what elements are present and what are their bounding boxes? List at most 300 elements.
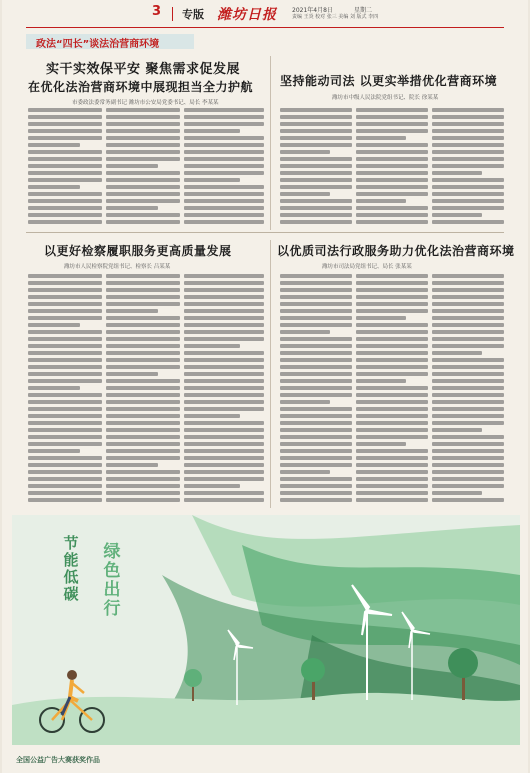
text-line	[280, 136, 352, 140]
text-line	[432, 192, 504, 196]
text-line	[432, 428, 482, 432]
text-line	[106, 309, 158, 313]
text-line	[356, 407, 428, 411]
article-1-body-col3	[184, 108, 264, 227]
text-line	[184, 206, 264, 210]
text-line	[432, 274, 504, 278]
text-line	[280, 400, 330, 404]
article-2-body-col1	[280, 108, 352, 227]
text-line	[106, 108, 180, 112]
text-line	[106, 470, 180, 474]
text-line	[432, 136, 504, 140]
text-line	[356, 386, 428, 390]
text-line	[432, 171, 482, 175]
text-line	[432, 498, 504, 502]
text-line	[280, 435, 352, 439]
text-line	[106, 220, 180, 224]
text-line	[280, 407, 352, 411]
text-line	[184, 129, 240, 133]
text-line	[106, 463, 158, 467]
text-line	[356, 456, 428, 460]
column-divider-lower	[270, 240, 271, 508]
text-line	[432, 185, 504, 189]
article-3-body-col1	[28, 274, 102, 505]
text-line	[184, 428, 264, 432]
text-line	[106, 428, 180, 432]
text-line	[106, 288, 180, 292]
text-line	[106, 213, 180, 217]
text-line	[28, 288, 102, 292]
text-line	[356, 115, 428, 119]
text-line	[432, 463, 504, 467]
text-line	[184, 456, 264, 460]
text-line	[28, 337, 102, 341]
column-banner	[26, 34, 194, 49]
text-line	[356, 274, 428, 278]
text-line	[106, 407, 180, 411]
text-line	[356, 351, 428, 355]
text-line	[28, 220, 102, 224]
text-line	[28, 449, 80, 453]
text-line	[28, 407, 102, 411]
text-line	[106, 171, 180, 175]
text-line	[28, 372, 102, 376]
text-line	[106, 435, 180, 439]
ad-credit: 全国公益广告大赛获奖作品	[16, 756, 100, 764]
text-line	[356, 143, 428, 147]
text-line	[106, 185, 180, 189]
text-line	[432, 129, 504, 133]
text-line	[106, 393, 180, 397]
text-line	[28, 281, 102, 285]
text-line	[356, 323, 428, 327]
text-line	[356, 442, 406, 446]
text-line	[106, 400, 180, 404]
text-line	[28, 456, 102, 460]
newspaper-page	[2, 0, 528, 773]
ground-shape	[12, 693, 520, 745]
text-line	[432, 442, 504, 446]
text-line	[356, 400, 428, 404]
text-line	[432, 484, 504, 488]
text-line	[28, 164, 102, 168]
text-line	[184, 171, 264, 175]
article-3-headline: 以更好检察履职服务更高质量发展	[44, 244, 232, 258]
article-4-body-col2	[356, 274, 428, 505]
column-banner-label: 政法“四长”谈法治营商环境	[36, 39, 160, 50]
text-line	[432, 407, 504, 411]
text-line	[28, 115, 102, 119]
paper-logo: 潍坊日报	[217, 7, 277, 23]
text-line	[280, 484, 352, 488]
text-line	[28, 351, 102, 355]
text-line	[280, 302, 352, 306]
text-line	[432, 150, 504, 154]
text-line	[184, 400, 264, 404]
article-1-body-col2	[106, 108, 180, 227]
text-line	[106, 143, 180, 147]
text-line	[280, 150, 330, 154]
text-line	[280, 344, 352, 348]
text-line	[106, 386, 180, 390]
text-line	[280, 358, 352, 362]
text-line	[28, 136, 102, 140]
text-line	[280, 491, 352, 495]
text-line	[356, 484, 428, 488]
text-line	[184, 463, 264, 467]
text-line	[28, 143, 80, 147]
article-2-body-col3	[432, 108, 504, 227]
text-line	[184, 421, 264, 425]
masthead-separator	[172, 7, 173, 21]
text-line	[28, 192, 102, 196]
text-line	[432, 323, 504, 327]
text-line	[28, 199, 102, 203]
text-line	[432, 115, 504, 119]
masthead	[2, 4, 528, 26]
text-line	[432, 386, 504, 390]
text-line	[28, 484, 102, 488]
text-line	[184, 372, 264, 376]
text-line	[184, 281, 264, 285]
text-line	[356, 171, 428, 175]
text-line	[184, 435, 264, 439]
masthead-rule	[26, 27, 504, 28]
text-line	[280, 192, 330, 196]
text-line	[280, 178, 352, 182]
text-line	[106, 442, 180, 446]
text-line	[106, 150, 180, 154]
text-line	[28, 358, 102, 362]
text-line	[432, 330, 504, 334]
text-line	[28, 295, 102, 299]
text-line	[106, 344, 180, 348]
text-line	[106, 477, 180, 481]
text-line	[28, 435, 102, 439]
text-line	[432, 295, 504, 299]
text-line	[280, 295, 352, 299]
text-line	[356, 136, 406, 140]
text-line	[106, 206, 158, 210]
text-line	[28, 330, 102, 334]
text-line	[184, 365, 264, 369]
text-line	[28, 129, 102, 133]
text-line	[432, 379, 504, 383]
text-line	[356, 206, 428, 210]
text-line	[432, 337, 504, 341]
text-line	[184, 470, 264, 474]
text-line	[280, 288, 352, 292]
text-line	[432, 122, 504, 126]
text-line	[28, 213, 102, 217]
text-line	[184, 351, 264, 355]
text-line	[356, 288, 428, 292]
text-line	[280, 108, 352, 112]
text-line	[28, 157, 102, 161]
text-line	[184, 185, 264, 189]
article-3-body-col2	[106, 274, 180, 505]
text-line	[432, 206, 504, 210]
text-line	[280, 274, 352, 278]
text-line	[432, 281, 504, 285]
text-line	[356, 421, 428, 425]
text-line	[280, 393, 352, 397]
ad-illustration	[12, 515, 520, 745]
text-line	[184, 337, 264, 341]
article-3-byline: 潍坊市人民检察院党组书记、检察长 吕某某	[64, 264, 171, 270]
text-line	[280, 213, 352, 217]
text-line	[432, 316, 504, 320]
text-line	[356, 365, 428, 369]
text-line	[28, 470, 102, 474]
text-line	[280, 206, 352, 210]
public-service-ad	[12, 515, 520, 745]
text-line	[356, 316, 406, 320]
article-4-body-col3	[432, 274, 504, 505]
text-line	[356, 470, 428, 474]
text-line	[28, 150, 102, 154]
text-line	[184, 288, 264, 292]
text-line	[432, 393, 504, 397]
text-line	[184, 192, 264, 196]
text-line	[280, 365, 352, 369]
text-line	[28, 442, 102, 446]
text-line	[184, 115, 264, 119]
text-line	[280, 122, 352, 126]
text-line	[106, 136, 180, 140]
text-line	[28, 379, 102, 383]
text-line	[356, 157, 428, 161]
text-line	[184, 358, 264, 362]
text-line	[184, 295, 264, 299]
text-line	[28, 400, 102, 404]
text-line	[432, 213, 482, 217]
text-line	[184, 178, 240, 182]
text-line	[432, 309, 504, 313]
text-line	[356, 213, 428, 217]
text-line	[184, 213, 264, 217]
text-line	[356, 498, 428, 502]
text-line	[184, 150, 264, 154]
text-line	[356, 164, 428, 168]
text-line	[432, 449, 504, 453]
text-line	[356, 463, 428, 467]
text-line	[106, 337, 180, 341]
text-line	[432, 178, 504, 182]
text-line	[28, 206, 102, 210]
text-line	[356, 220, 428, 224]
text-line	[184, 477, 264, 481]
text-line	[28, 463, 102, 467]
text-line	[184, 323, 264, 327]
text-line	[184, 122, 264, 126]
text-line	[106, 129, 180, 133]
text-line	[432, 199, 504, 203]
text-line	[280, 115, 352, 119]
article-2-byline: 潍坊市中级人民法院党组书记、院长 徐某某	[332, 95, 439, 101]
text-line	[106, 295, 180, 299]
text-line	[184, 386, 264, 390]
text-line	[184, 442, 264, 446]
ad-title-left: 节能低碳	[63, 534, 79, 603]
text-line	[184, 414, 240, 418]
text-line	[356, 192, 428, 196]
article-2-headline: 坚持能动司法 以更实举措优化营商环境	[280, 74, 498, 88]
section-label: 专版	[182, 8, 204, 21]
text-line	[280, 498, 352, 502]
text-line	[432, 220, 504, 224]
text-line	[184, 199, 264, 203]
text-line	[356, 337, 428, 341]
text-line	[280, 220, 352, 224]
text-line	[28, 386, 80, 390]
section-divider	[26, 232, 504, 233]
text-line	[280, 316, 352, 320]
issue-date: 2021年4月8日	[292, 7, 333, 14]
text-line	[106, 358, 180, 362]
text-line	[184, 316, 264, 320]
text-line	[280, 171, 352, 175]
text-line	[356, 428, 428, 432]
text-line	[280, 199, 352, 203]
text-line	[184, 274, 264, 278]
text-line	[432, 288, 504, 292]
text-line	[432, 414, 504, 418]
text-line	[356, 281, 428, 285]
text-line	[280, 351, 352, 355]
text-line	[28, 171, 102, 175]
text-line	[280, 379, 352, 383]
text-line	[356, 330, 428, 334]
text-line	[280, 185, 352, 189]
ad-title-right: 绿色出行	[103, 542, 121, 619]
text-line	[432, 372, 504, 376]
text-line	[106, 199, 180, 203]
text-line	[280, 330, 330, 334]
text-line	[432, 491, 482, 495]
text-line	[356, 358, 428, 362]
text-line	[28, 393, 102, 397]
text-line	[280, 281, 352, 285]
text-line	[356, 129, 428, 133]
text-line	[106, 365, 180, 369]
text-line	[432, 157, 504, 161]
text-line	[356, 435, 428, 439]
article-4-headline: 以优质司法行政服务助力优化法治营商环境	[277, 244, 515, 258]
text-line	[356, 393, 428, 397]
text-line	[432, 351, 482, 355]
text-line	[184, 344, 240, 348]
text-line	[280, 470, 330, 474]
text-line	[280, 414, 352, 418]
text-line	[106, 274, 180, 278]
text-line	[184, 393, 264, 397]
text-line	[432, 421, 504, 425]
text-line	[28, 185, 80, 189]
text-line	[432, 470, 504, 474]
text-line	[106, 164, 158, 168]
text-line	[106, 414, 180, 418]
text-line	[106, 379, 180, 383]
column-divider	[270, 56, 271, 230]
text-line	[184, 491, 264, 495]
text-line	[432, 358, 504, 362]
text-line	[106, 498, 180, 502]
text-line	[28, 274, 102, 278]
text-line	[106, 157, 180, 161]
text-line	[184, 164, 264, 168]
text-line	[432, 302, 504, 306]
text-line	[280, 164, 352, 168]
text-line	[280, 456, 352, 460]
text-line	[356, 309, 428, 313]
text-line	[106, 421, 180, 425]
text-line	[184, 309, 264, 313]
text-line	[356, 372, 428, 376]
text-line	[356, 185, 428, 189]
text-line	[106, 491, 180, 495]
text-line	[356, 414, 428, 418]
text-line	[280, 477, 352, 481]
text-line	[28, 122, 102, 126]
text-line	[106, 316, 180, 320]
text-line	[184, 484, 240, 488]
text-line	[356, 379, 406, 383]
text-line	[106, 178, 180, 182]
text-line	[280, 143, 352, 147]
text-line	[184, 449, 264, 453]
text-line	[280, 449, 352, 453]
text-line	[28, 498, 102, 502]
text-line	[432, 344, 504, 348]
text-line	[432, 365, 504, 369]
text-line	[106, 302, 180, 306]
text-line	[356, 491, 428, 495]
text-line	[28, 428, 102, 432]
article-1-body-col1	[28, 108, 102, 227]
text-line	[356, 449, 428, 453]
text-line	[106, 323, 180, 327]
text-line	[106, 281, 180, 285]
text-line	[28, 178, 102, 182]
text-line	[28, 365, 102, 369]
text-line	[184, 379, 264, 383]
text-line	[28, 421, 102, 425]
text-line	[184, 143, 264, 147]
text-line	[28, 302, 102, 306]
text-line	[106, 122, 180, 126]
text-line	[106, 449, 180, 453]
text-line	[432, 435, 504, 439]
text-line	[106, 192, 180, 196]
text-line	[28, 316, 102, 320]
text-line	[280, 421, 352, 425]
text-line	[432, 456, 504, 460]
article-4-byline: 潍坊市司法局党组书记、局长 张某某	[322, 264, 412, 270]
text-line	[356, 302, 428, 306]
text-line	[28, 309, 102, 313]
text-line	[106, 351, 180, 355]
text-line	[28, 323, 80, 327]
text-line	[280, 309, 352, 313]
text-line	[280, 372, 352, 376]
text-line	[356, 199, 406, 203]
text-line	[432, 400, 504, 404]
text-line	[184, 108, 264, 112]
article-1-headline-line1: 实干实效保平安 聚焦需求促发展	[46, 62, 241, 77]
text-line	[184, 498, 264, 502]
article-1-byline: 市委政法委常务副书记 潍坊市公安局党委书记、局长 李某某	[72, 100, 219, 106]
